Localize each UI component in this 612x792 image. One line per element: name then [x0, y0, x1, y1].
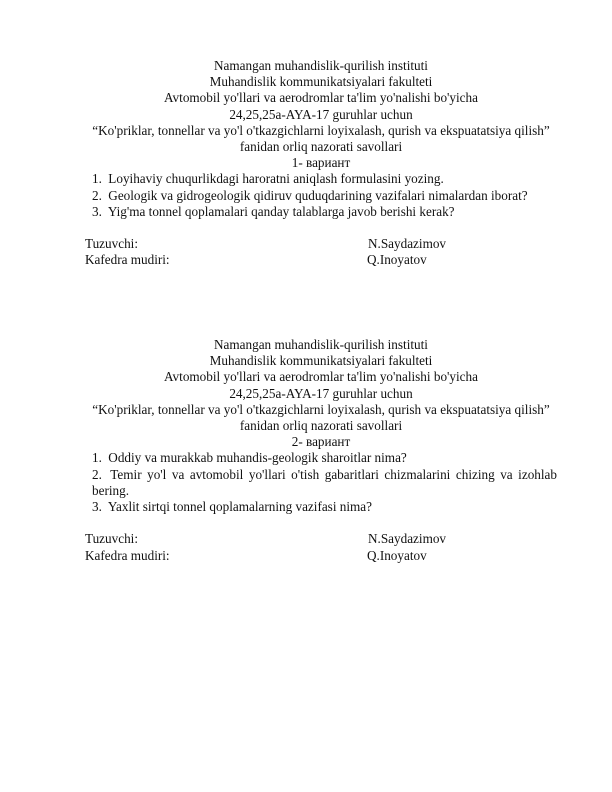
faculty-name: Muhandislik kommunikatsiyalari fakulteti — [209, 353, 433, 369]
question-item — [92, 188, 557, 204]
direction-line: Avtomobil yo'llari va aerodromlar ta'lim yo'nalishi bo'yicha — [164, 90, 478, 106]
signature-name: N.Saydazimov — [368, 531, 447, 547]
question-number: 3. — [92, 203, 102, 219]
groups-line: 24,25,25a-AYA-17 guruhlar uchun — [229, 385, 413, 401]
question-number: 2. — [92, 466, 102, 482]
control-line: fanidan orliq nazorati savollari — [239, 139, 403, 155]
groups-line: 24,25,25a-AYA-17 guruhlar uchun — [229, 106, 413, 122]
variant-2-block — [85, 337, 557, 564]
subject-title: “Ko'priklar, tonnellar va yo'l o'tkazgichlarni loyixalash, qurish va ekspuatatsiya qilish” — [92, 122, 550, 138]
signature-row — [85, 531, 557, 547]
signature-name: Q.Inoyatov — [367, 547, 427, 563]
faculty-name: Muhandislik kommunikatsiyalari fakulteti — [209, 74, 433, 90]
question-text: Loyihaviy chuqurlikdagi haroratni aniqlash formulasini yozing. — [108, 171, 444, 187]
signature-label: Kafedra mudiri: — [85, 547, 170, 563]
signature-row — [85, 548, 557, 564]
spacer — [85, 220, 557, 236]
signature-row — [85, 252, 557, 268]
question-number: 3. — [92, 499, 102, 515]
question-text: Geologik va gidrogeologik qidiruv quduqdarining vazifalari nimalardan iborat? — [108, 187, 528, 203]
signature-row — [85, 236, 557, 252]
signature-label: Tuzuvchi: — [85, 236, 139, 252]
question-number: 1. — [92, 450, 102, 466]
question-item — [92, 467, 557, 499]
variant-number: 2- вариант — [291, 434, 351, 450]
institute-name: Namangan muhandislik-qurilish instituti — [214, 337, 428, 352]
control-line: fanidan orliq nazorati savollari — [239, 418, 403, 434]
direction-line: Avtomobil yo'llari va aerodromlar ta'lim yo'nalishi bo'yicha — [164, 369, 478, 385]
question-number: 2. — [92, 187, 102, 203]
question-text: Oddiy va murakkab muhandis-geologik sharoitlar nima? — [108, 450, 407, 466]
question-text: Temir yo'l va avtomobil yo'llari o'tish gabaritlari chizmalarini chizing va izohlab bering. — [92, 466, 557, 498]
question-item — [92, 204, 557, 220]
question-item — [92, 499, 557, 515]
subject-title: “Ko'priklar, tonnellar va yo'l o'tkazgichlarni loyixalash, qurish va ekspuatatsiya qilish” — [92, 401, 550, 417]
variant-1-block — [85, 58, 557, 269]
question-text: Yig'ma tonnel qoplamalari qanday talablarga javob berishi kerak? — [107, 203, 455, 219]
question-item — [92, 450, 557, 466]
signature-name: N.Saydazimov — [368, 236, 447, 252]
question-item — [92, 171, 557, 187]
variant-number: 1- вариант — [291, 155, 351, 171]
question-number: 1. — [92, 171, 102, 187]
spacer — [85, 515, 557, 531]
question-text: Yaxlit sirtqi tonnel qoplamalarning vazifasi nima? — [107, 499, 372, 515]
signature-label: Tuzuvchi: — [85, 531, 139, 547]
signature-name: Q.Inoyatov — [367, 252, 427, 268]
institute-name: Namangan muhandislik-qurilish instituti — [214, 58, 428, 73]
signature-label: Kafedra mudiri: — [85, 252, 170, 268]
